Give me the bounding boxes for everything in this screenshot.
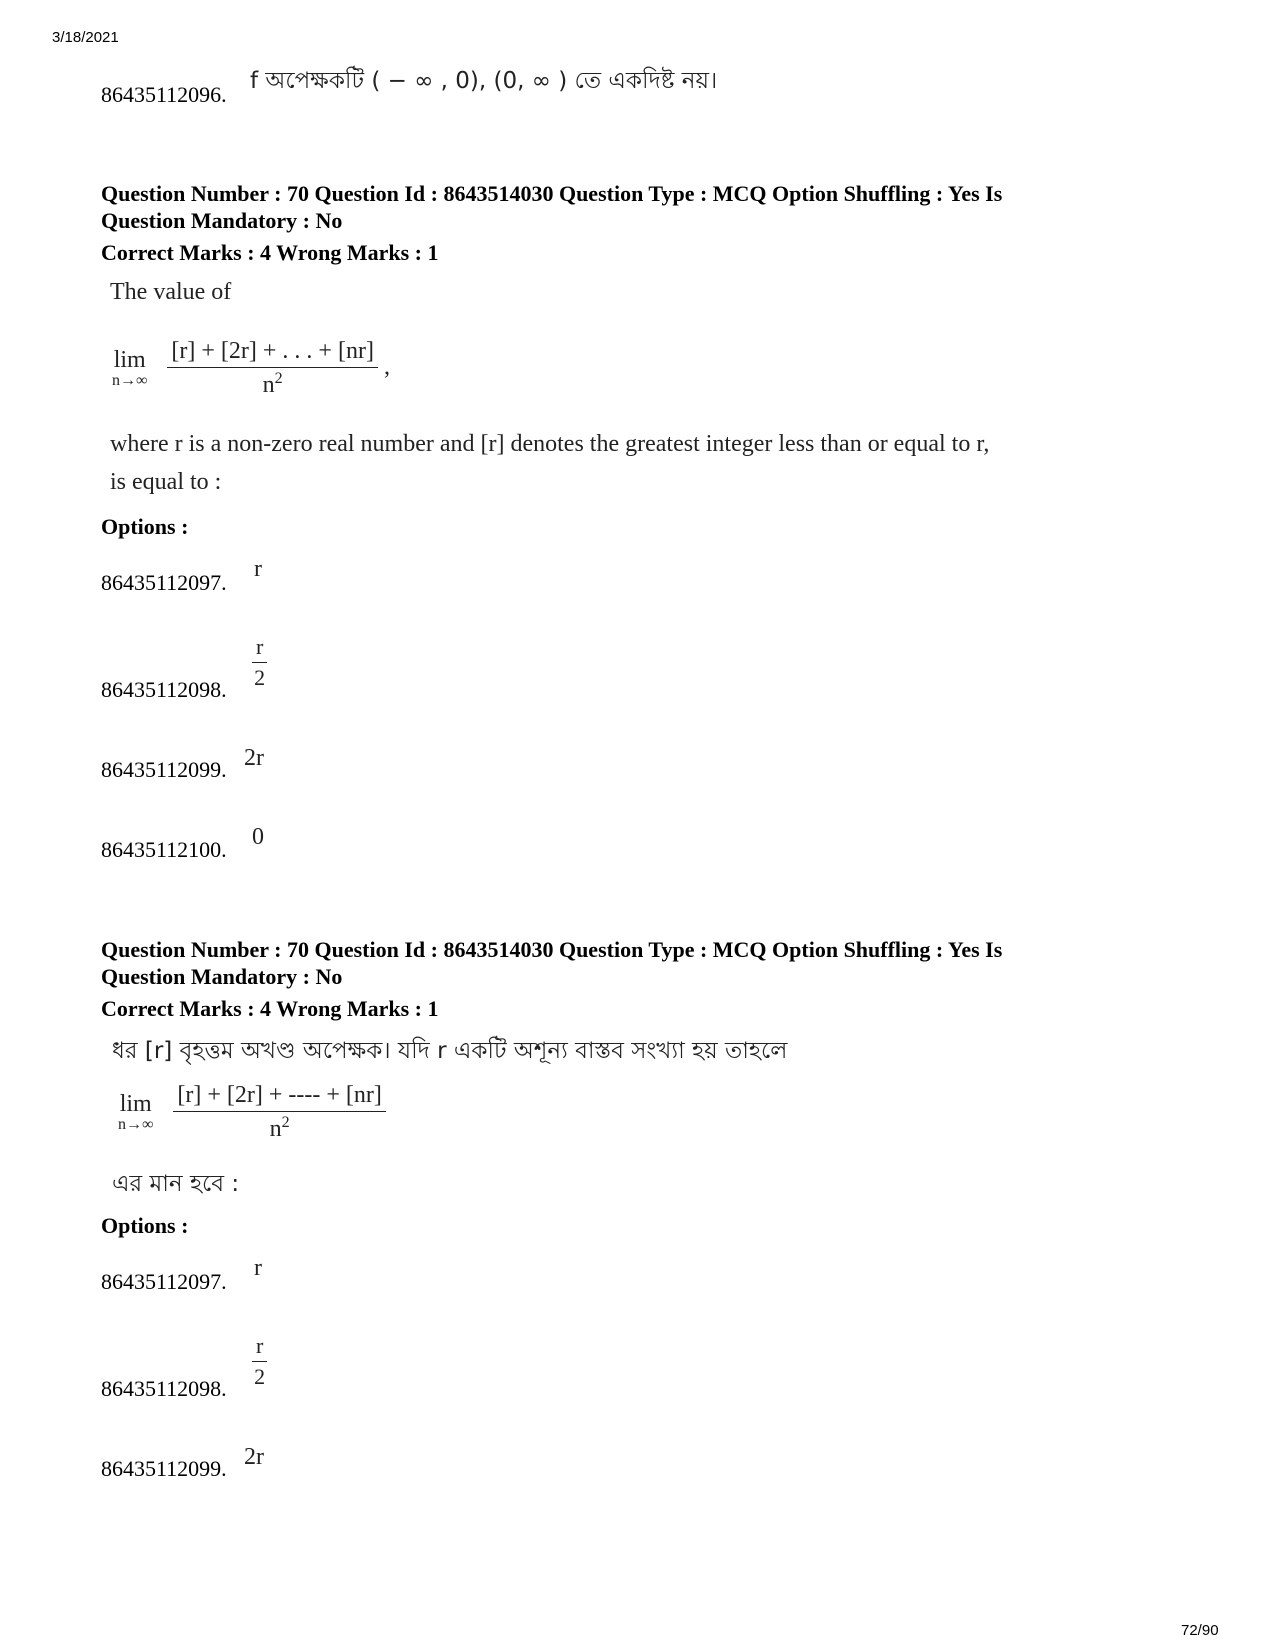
option-value: 0	[252, 824, 264, 850]
option-fraction-numerator: r	[252, 1333, 267, 1362]
question-header-line2: Question Mandatory : No	[101, 964, 343, 989]
option-number: 86435112099.	[101, 1456, 227, 1481]
limit-operator	[118, 1091, 153, 1134]
option-value: 2r	[244, 745, 264, 771]
question-description-line1: where r is a non-zero real number and [r] denotes the greatest integer less than or equal to r,	[110, 431, 990, 457]
denominator-exponent: 2	[281, 1114, 290, 1131]
options-label: Options :	[101, 1213, 189, 1238]
question-intro: ধর [r] বৃহত্তম অখণ্ড অপেক্ষক। যদি r একটি অশূন্য বাস্তব সংখ্যা হয় তাহলে	[112, 1038, 788, 1064]
option-fraction	[252, 634, 267, 691]
option-number: 86435112097.	[101, 570, 227, 595]
option-fraction	[252, 1333, 267, 1390]
option-value: 2r	[244, 1444, 264, 1470]
question-description-line2: is equal to :	[110, 469, 222, 495]
option-fraction-denominator: 2	[254, 665, 266, 690]
denominator-base: n	[269, 1116, 282, 1142]
denominator-base: n	[262, 372, 275, 398]
option-value: r	[254, 1255, 262, 1281]
limit-operator	[112, 347, 147, 390]
question-header	[101, 936, 1181, 990]
option-number: 86435112097.	[101, 1269, 227, 1294]
print-date: 3/18/2021	[52, 29, 119, 46]
limit-expression	[112, 338, 390, 399]
option-number: 86435112098.	[101, 1376, 227, 1401]
option-fraction-numerator: r	[252, 634, 267, 663]
trailing-comma: ,	[383, 354, 390, 381]
question-outro: এর মান হবে :	[112, 1171, 240, 1197]
limit-fraction	[167, 338, 378, 399]
question-header	[101, 180, 1181, 234]
fraction-denominator	[167, 368, 378, 399]
lim-subscript: n→∞	[118, 1116, 154, 1133]
page-number: 72/90	[1181, 1622, 1219, 1639]
lim-label: lim	[119, 1091, 152, 1117]
option-number: 86435112100.	[101, 837, 227, 862]
limit-fraction	[173, 1082, 386, 1143]
option-value: r	[254, 556, 262, 582]
question-marks: Correct Marks : 4 Wrong Marks : 1	[101, 240, 439, 265]
options-label: Options :	[101, 514, 189, 539]
fraction-denominator	[173, 1112, 386, 1143]
option-text: f অপেক্ষকটি ( − ∞ , 0), (0, ∞ ) তে একদিষ্ট নয়।	[250, 68, 718, 94]
fraction-numerator: [r] + [2r] + ---- + [nr]	[173, 1082, 386, 1112]
option-number: 86435112099.	[101, 757, 227, 782]
question-header-line1: Question Number : 70 Question Id : 8643514030 Question Type : MCQ Option Shuffling : Yes Is	[101, 937, 1003, 962]
question-marks: Correct Marks : 4 Wrong Marks : 1	[101, 996, 439, 1021]
fraction-numerator: [r] + [2r] + . . . + [nr]	[167, 338, 378, 368]
denominator-exponent: 2	[274, 370, 283, 387]
option-fraction-denominator: 2	[254, 1364, 266, 1389]
question-header-line1: Question Number : 70 Question Id : 8643514030 Question Type : MCQ Option Shuffling : Yes Is	[101, 181, 1003, 206]
option-number: 86435112098.	[101, 677, 227, 702]
question-intro: The value of	[110, 279, 232, 305]
limit-expression	[118, 1082, 386, 1143]
lim-label: lim	[113, 347, 146, 373]
question-header-line2: Question Mandatory : No	[101, 208, 343, 233]
lim-subscript: n→∞	[112, 372, 148, 389]
option-number: 86435112096.	[101, 82, 227, 107]
